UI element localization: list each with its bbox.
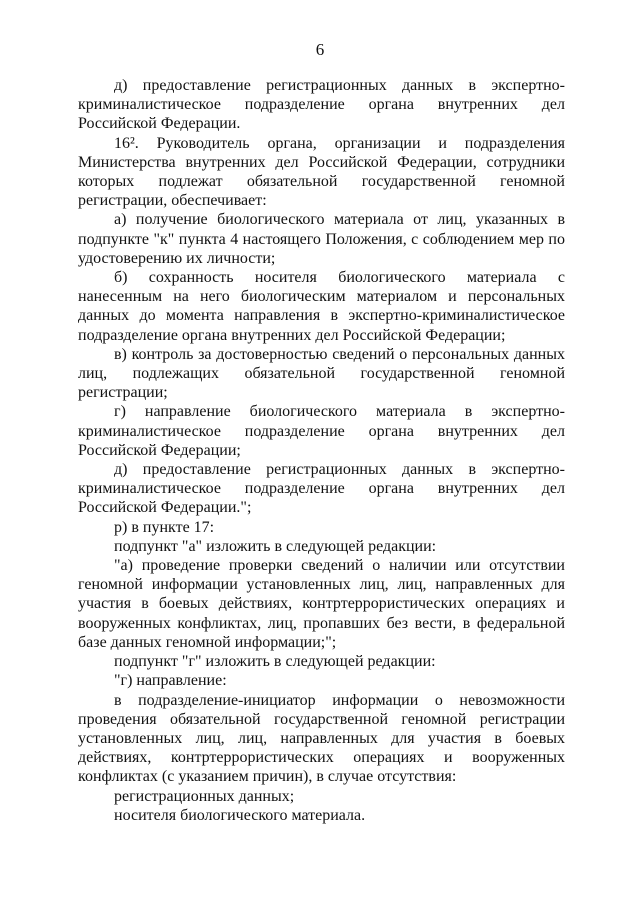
page-number: 6 [315, 40, 325, 59]
paragraph-d-first: д) предоставление регистрационных данных в экспертно-криминалистическое подразделение органа внутренних дел Российской Федерации. [78, 77, 565, 133]
paragraph-subpoint-g-heading: "г) направление: [114, 672, 227, 690]
paragraph-16-2: 16². Руководитель органа, организации и подразделения Министерства внутренних дел Российской Федерации, сотрудники которых подлежат обязательной государственной геномной регистрации, обеспечивает: [78, 134, 565, 210]
paragraph-carrier: носителя биологического материала. [114, 806, 366, 824]
paragraph-d-second: д) предоставление регистрационных данных в экспертно-криминалистическое подразделение органа внутренних дел Российской Федерации."; [78, 461, 565, 517]
paragraph-g: г) направление биологического материала в экспертно-криминалистическое подразделение органа внутренних дел Российской Федерации; [78, 403, 565, 459]
paragraph-b: б) сохранность носителя биологического материала с нанесенным на него биологическим материалом и персональных данных до момента направления в экспертно-криминалистическое подразделение органа внутренних дел Российской Федерации; [78, 269, 565, 344]
paragraph-subpoint-g-text: в подразделение-инициатор информации о невозможности проведения обязательной государственной геномной регистрации установленных лиц, лиц, направленных для участия в боевых действиях, контртеррористических операциях и вооруженных конфликтах (с указанием причин), в случае отсутствия: [78, 691, 565, 786]
paragraph-v: в) контроль за достоверностью сведений о персональных данных лиц, подлежащих обязательной государственной геномной регистрации; [78, 345, 565, 402]
paragraph-r: р) в пункте 17: [114, 518, 215, 536]
paragraph-subpoint-a-intro: подпункт "а" изложить в следующей редакции: [114, 537, 437, 555]
document-body [78, 76, 565, 825]
paragraph-a: а) получение биологического материала от лиц, указанных в подпункте "к" пункта 4 настоящего Положения, с соблюдением мер по удостоверению их личности; [78, 211, 565, 267]
paragraph-subpoint-g-intro: подпункт "г" изложить в следующей редакции: [114, 653, 436, 671]
paragraph-subpoint-a-text: "а) проведение проверки сведений о наличии или отсутствии геномной информации установленных лиц, лиц, направленных для участия в боевых действиях, контртеррористических операциях и вооруженных конфликтах, лиц, пропавших без вести, в федеральной базе данных геномной информации;"; [78, 557, 565, 651]
paragraph-registration-data: регистрационных данных; [114, 787, 295, 805]
